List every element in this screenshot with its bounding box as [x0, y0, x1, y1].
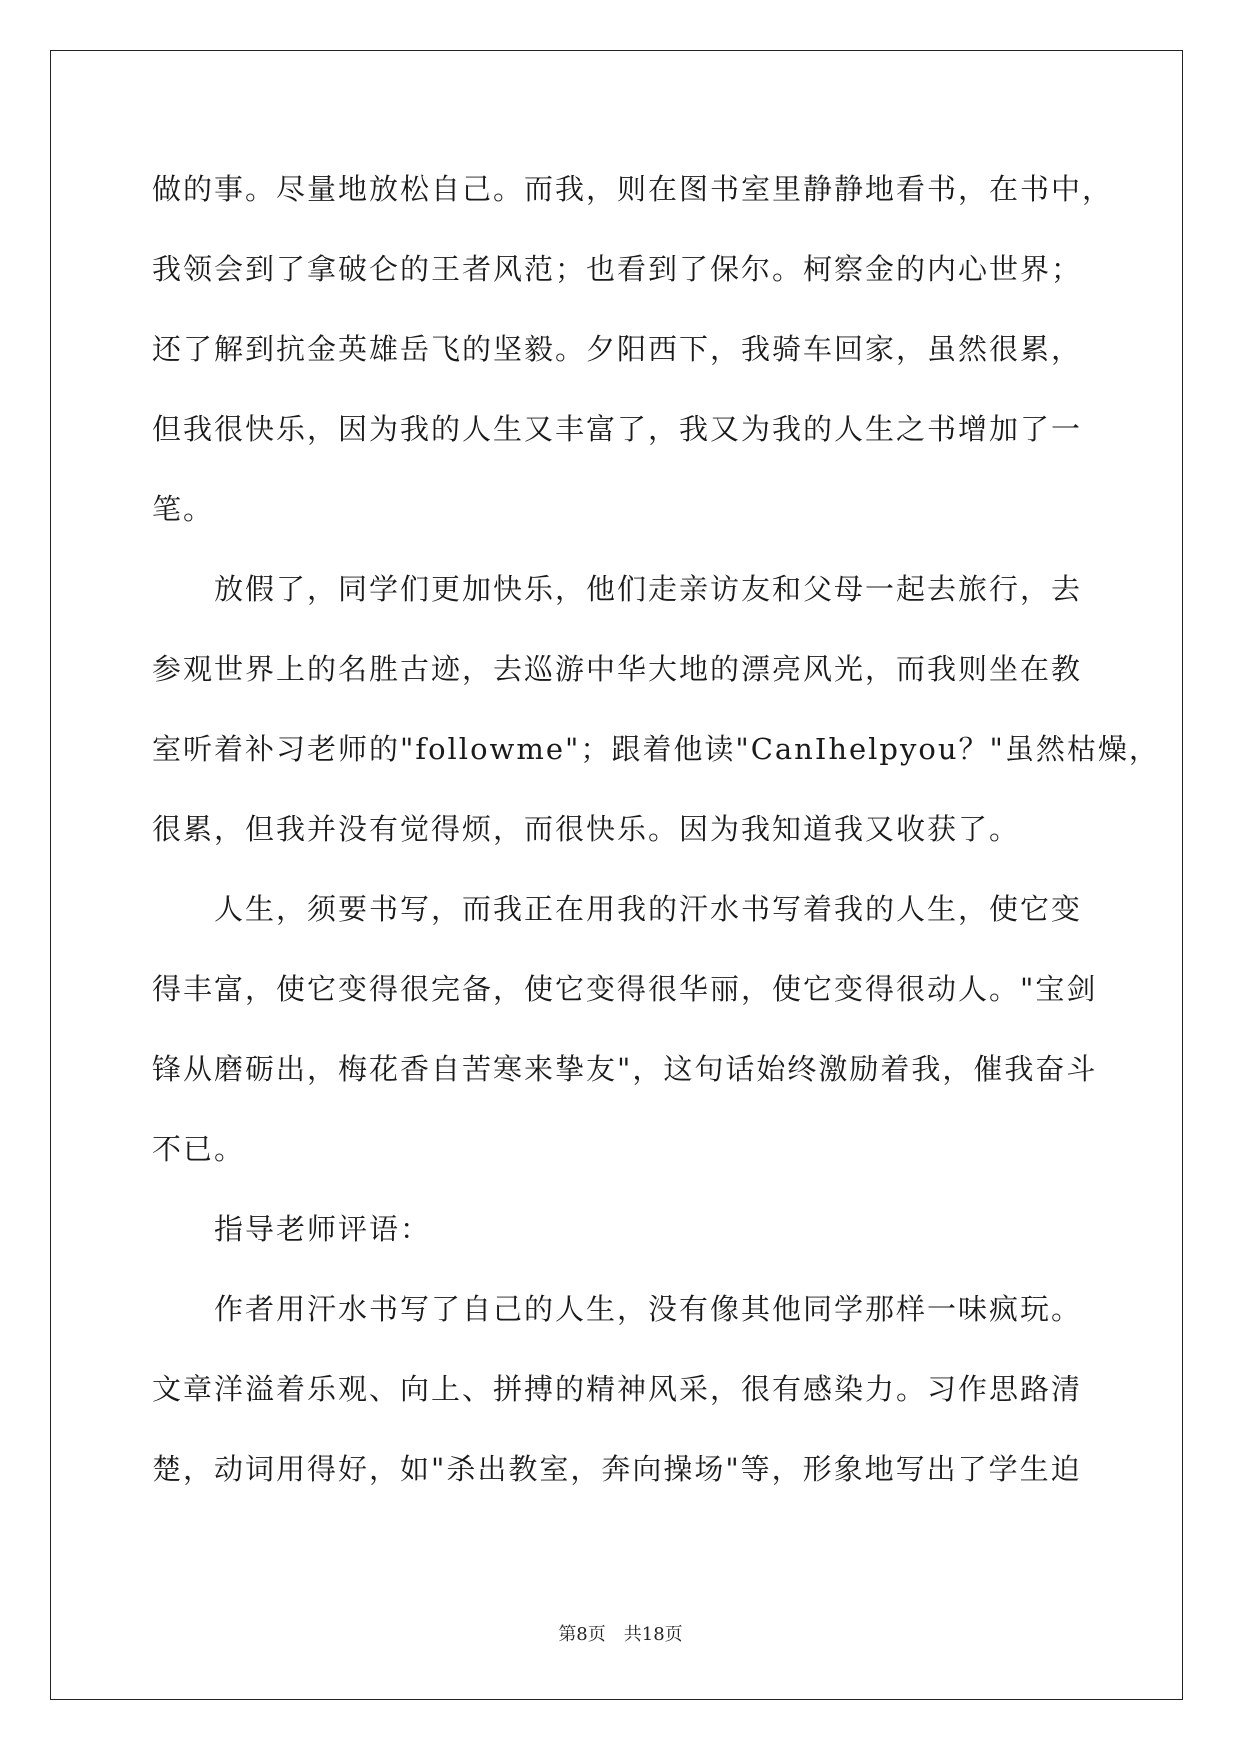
text-line: 文章洋溢着乐观、向上、拼搏的精神风采，很有感染力。习作思路清 [152, 1372, 1083, 1406]
text-line: 还了解到抗金英雄岳飞的坚毅。夕阳西下，我骑车回家，虽然很累， [152, 332, 1083, 366]
text-line: 得丰富，使它变得很完备，使它变得很华丽，使它变得很动人。"宝剑 [152, 972, 1098, 1006]
text-line: 笔。 [152, 492, 215, 526]
page-footer [0, 1620, 1241, 1646]
text-line: 锋从磨砺出，梅花香自苦寒来挚友"，这句话始终激励着我，催我奋斗 [152, 1052, 1098, 1086]
paragraph-start-line: 放假了，同学们更加快乐，他们走亲访友和父母一起去旅行，去 [214, 572, 1083, 606]
text-line: 参观世界上的名胜古迹，去巡游中华大地的漂亮风光，而我则坐在教 [152, 652, 1083, 686]
text-line: 做的事。尽量地放松自己。而我，则在图书室里静静地看书，在书中， [152, 172, 1114, 206]
text-line: 室听着补习老师的"followme"；跟着他读"CanIhelpyou？"虽然枯燥， [152, 732, 1160, 766]
page-number: 第8页 [558, 1624, 606, 1645]
text-line: 楚，动词用得好，如"杀出教室，奔向操场"等，形象地写出了学生迫 [152, 1452, 1082, 1486]
comment-heading: 指导老师评语： [214, 1212, 432, 1246]
text-line: 很累，但我并没有觉得烦，而很快乐。因为我知道我又收获了。 [152, 812, 1021, 846]
paragraph-start-line: 人生，须要书写，而我正在用我的汗水书写着我的人生，使它变 [214, 892, 1083, 926]
text-line: 不已。 [152, 1132, 246, 1166]
text-line: 但我很快乐，因为我的人生又丰富了，我又为我的人生之书增加了一 [152, 412, 1083, 446]
document-body [152, 160, 1160, 1520]
page-total: 共18页 [623, 1624, 683, 1645]
paragraph-start-line: 作者用汗水书写了自己的人生，没有像其他同学那样一味疯玩。 [214, 1292, 1083, 1326]
text-line: 我领会到了拿破仑的王者风范；也看到了保尔。柯察金的内心世界； [152, 252, 1083, 286]
